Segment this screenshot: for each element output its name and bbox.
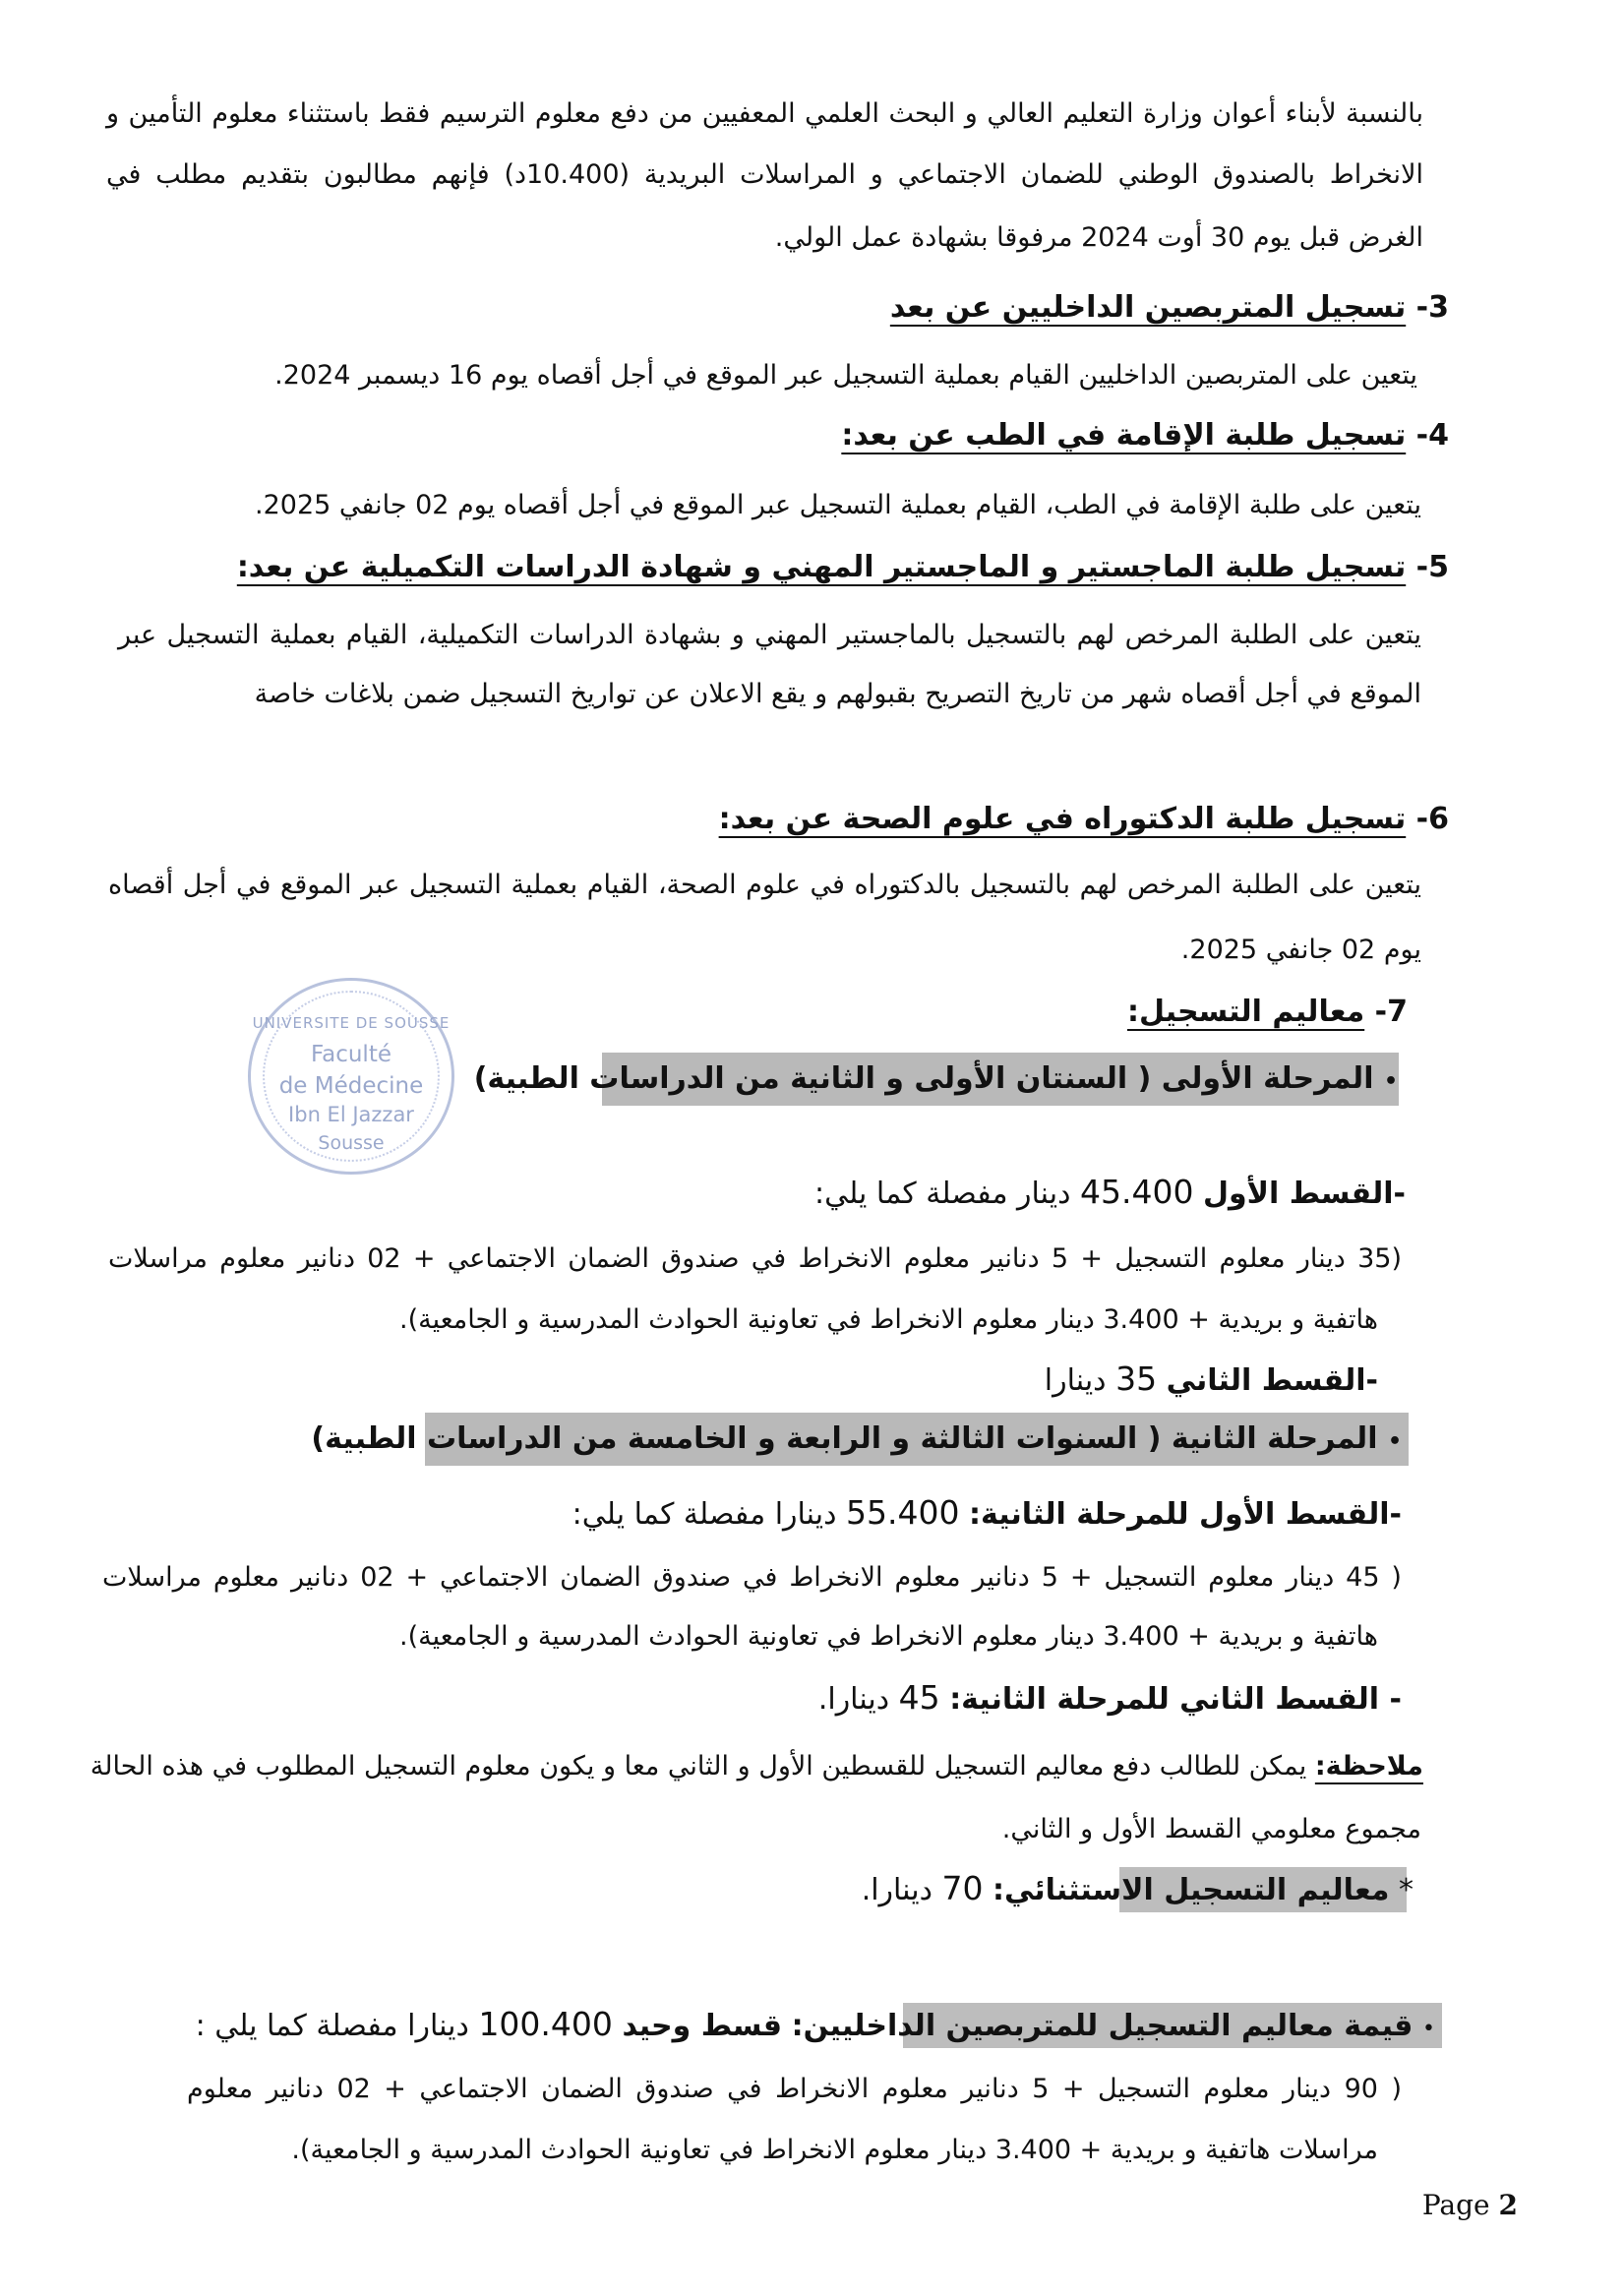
stamp-faculte: Faculté	[311, 1042, 391, 1067]
section-5-title: تسجيل طلبة الماجستير و الماجستير المهني و شهادة الدراسات التكميلية عن بعد:	[236, 550, 1407, 584]
stage-2-inst-2-amount: 45	[898, 1678, 940, 1717]
stage-1-bullet: •	[1383, 1069, 1398, 1094]
stage-1-inst-1-label: -القسط الأول	[1203, 1177, 1406, 1211]
section-5-line-1: يتعين على الطلبة المرخص لهم بالتسجيل بالماجستير المهني و بشهادة الدراسات التكميلية، القيام بعملية التسجيل عبر	[118, 620, 1421, 650]
interns-label: قيمة معاليم التسجيل للمتربصين الداخليين:	[791, 2009, 1413, 2043]
section-4-title: تسجيل طلبة الإقامة في الطب عن بعد:	[841, 418, 1407, 453]
section-4-number: 4-	[1415, 418, 1449, 453]
page-number: 2	[1498, 2189, 1518, 2221]
stage-1-inst-1-amount: 45.400	[1079, 1173, 1194, 1211]
interns-rest: دينارا مفصلة كما يلي :	[195, 2009, 469, 2043]
interns-bullet: •	[1422, 2017, 1435, 2041]
stage-2-inst-1-rest: دينارا مفصلة كما يلي:	[571, 1497, 837, 1532]
stage-2-inst-2-label: - القسط الثاني للمرحلة الثانية:	[949, 1682, 1402, 1717]
stage-2-detail-line-2: هاتفية و بريدية + 3.400 دينار معلوم الانخراط في تعاونية الحوادث المدرسية و الجامعية).	[399, 1621, 1378, 1652]
section-3-heading	[890, 285, 1449, 331]
section-5-number: 5-	[1415, 550, 1449, 584]
stamp-university: UNIVERSITE DE SOUSSE	[252, 1014, 451, 1032]
stage-1-inst-2-rest: دينارا	[1044, 1363, 1107, 1398]
stage-1-inst-1-rest: دينار مفصلة كما يلي:	[814, 1177, 1071, 1211]
stage-1-banner	[474, 1057, 1398, 1105]
interns-detail-line-2: مراسلات هاتفية و بريدية + 3.400 دينار معلوم الانخراط في تعاونية الحوادث المدرسية و الجامعية).	[291, 2135, 1378, 2165]
section-7-heading	[1127, 990, 1408, 1035]
stamp-sousse: Sousse	[318, 1132, 385, 1154]
stage-2-inst-1-amount: 55.400	[846, 1493, 960, 1532]
section-4-text: يتعين على طلبة الإقامة في الطب، القيام بعملية التسجيل عبر الموقع في أجل أقصاه يوم 02 جانفي 2025.	[255, 490, 1421, 520]
stage-1-detail-line-2: هاتفية و بريدية + 3.400 دينار معلوم الانخراط في تعاونية الحوادث المدرسية و الجامعية).	[399, 1304, 1378, 1335]
section-7-title: معاليم التسجيل:	[1127, 995, 1365, 1029]
section-3-number: 3-	[1415, 290, 1449, 325]
interns-amount: 100.400	[478, 2005, 613, 2043]
stage-2-inst-2-rest: دينارا.	[817, 1682, 890, 1717]
stamp-ibn-el-jazzar: Ibn El Jazzar	[288, 1103, 414, 1126]
note-label: ملاحظة:	[1314, 1751, 1423, 1782]
section-5-heading	[237, 545, 1449, 590]
page-footer	[1422, 2189, 1518, 2221]
stage-1-detail-line-1: (35 دينار معلوم التسجيل + 5 دنانير معلوم الانخراط في صندوق الضمان الاجتماعي + 02 دنانير معلوم مراسلات	[108, 1243, 1402, 1274]
interns-fees	[196, 2005, 1435, 2049]
stamp-medecine: de Médecine	[278, 1073, 424, 1099]
stage-2-detail-line-1: ( 45 دينار معلوم التسجيل + 5 دنانير معلوم الانخراط في صندوق الضمان الاجتماعي + 02 دنانير معلوم مراسلات	[102, 1562, 1402, 1593]
stage-2-label: المرحلة الثانية ( السنوات الثالثة و الرابعة و الخامسة من الدراسات الطبية)	[311, 1421, 1378, 1456]
note-line-2: مجموع معلومي القسط الأول و الثاني.	[1001, 1814, 1421, 1844]
stage-1-installment-1	[814, 1173, 1406, 1214]
section-6-title: تسجيل طلبة الدكتوراه في علوم الصحة عن بعد:	[718, 802, 1407, 836]
exceptional-fees	[862, 1869, 1413, 1910]
exceptional-star: *	[1399, 1873, 1413, 1907]
section-6-line-2: يوم 02 جانفي 2025.	[1180, 935, 1421, 965]
faculty-stamp	[248, 978, 454, 1175]
exceptional-label: معاليم التسجيل الاستثنائي:	[992, 1873, 1390, 1907]
note-line-1	[90, 1747, 1423, 1786]
intro-line-3: الغرض قبل يوم 30 أوت 2024 مرفوقا بشهادة عمل الولي.	[774, 222, 1423, 253]
stage-1-label: المرحلة الأولى ( السنتان الأولى و الثانية من الدراسات الطبية)	[473, 1061, 1374, 1096]
section-6-number: 6-	[1415, 802, 1449, 836]
stage-1-inst-2-amount: 35	[1115, 1359, 1158, 1398]
section-7-number: 7-	[1374, 995, 1408, 1029]
stage-2-inst-1-label: -القسط الأول للمرحلة الثانية:	[969, 1497, 1402, 1532]
stage-2-installment-1	[572, 1493, 1402, 1535]
intro-line-2: الانخراط بالصندوق الوطني للضمان الاجتماعي و المراسلات البريدية (10.400د) فإنهم مطالبون بتقديم مطلب في	[106, 159, 1423, 190]
stage-1-installment-2	[1045, 1359, 1378, 1401]
interns-detail-line-1: ( 90 دينار معلوم التسجيل + 5 دنانير معلوم الانخراط في صندوق الضمان الاجتماعي + 02 دنانير معلوم	[187, 2074, 1402, 2104]
stage-2-bullet: •	[1387, 1429, 1402, 1454]
interns-single-installment: قسط وحيد	[622, 2009, 783, 2043]
section-5-line-2: الموقع في أجل أقصاه شهر من تاريخ التصريح بقبولهم و يقع الاعلان عن تواريخ التسجيل ضمن بلاغات خاصة	[254, 679, 1421, 709]
note-text-1: يمكن للطالب دفع معاليم التسجيل للقسطين الأول و الثاني معا و يكون معلوم التسجيل المطلوب في هذه الحالة	[90, 1751, 1307, 1782]
stage-2-banner	[311, 1417, 1402, 1465]
section-6-line-1: يتعين على الطلبة المرخص لهم بالتسجيل بالدكتوراه في علوم الصحة، القيام بعملية التسجيل عبر الموقع في أجل أقصاه	[108, 870, 1421, 900]
section-3-title: تسجيل المتربصين الداخليين عن بعد	[889, 290, 1407, 325]
exceptional-rest: دينارا.	[861, 1873, 932, 1907]
stage-1-inst-2-label: -القسط الثاني	[1166, 1363, 1378, 1398]
section-3-text: يتعين على المتربصين الداخليين القيام بعملية التسجيل عبر الموقع في أجل أقصاه يوم 16 ديسمبر 2024.	[274, 360, 1417, 391]
stage-2-installment-2	[818, 1678, 1402, 1720]
exceptional-amount: 70	[941, 1869, 984, 1907]
section-4-heading	[841, 413, 1449, 458]
page-label: Page	[1421, 2189, 1490, 2221]
intro-line-1: بالنسبة لأبناء أعوان وزارة التعليم العالي و البحث العلمي المعفيين من دفع معلوم الترسيم فقط باستثناء معلوم التأمين و	[106, 98, 1423, 129]
section-6-heading	[719, 797, 1449, 842]
